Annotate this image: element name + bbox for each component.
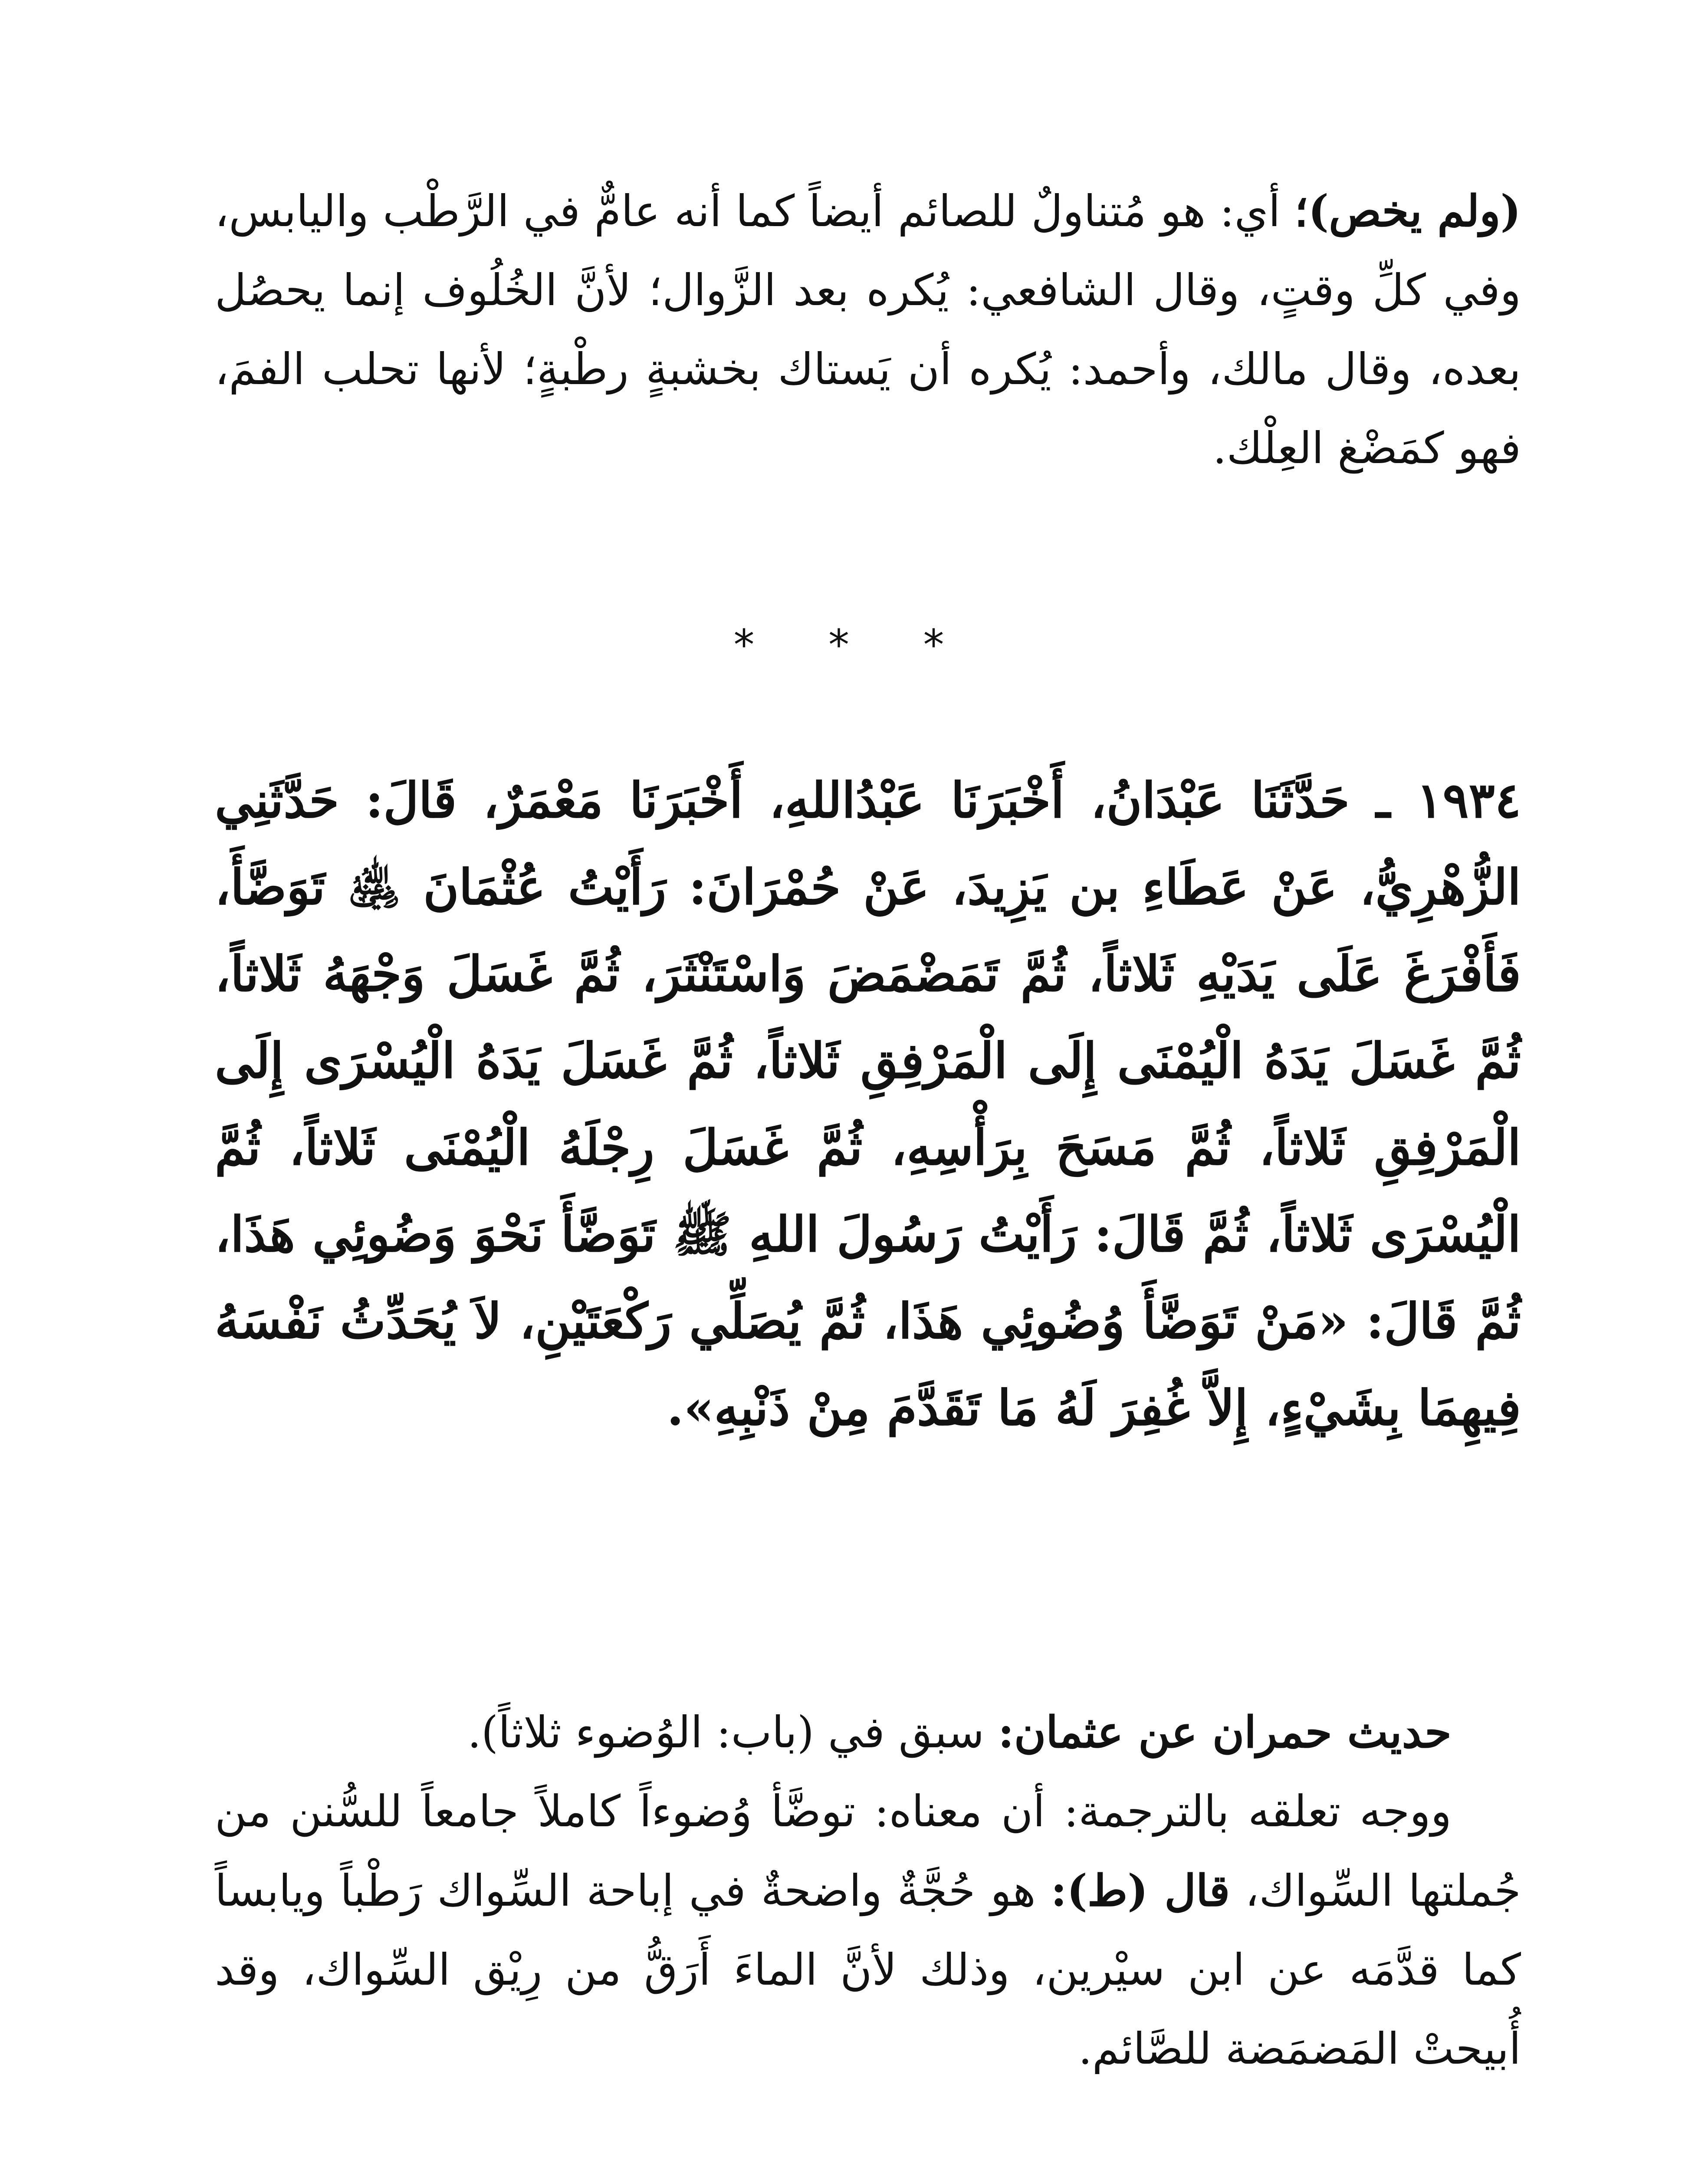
hadith-paragraph: ١٩٣٤ ـ حَدَّثَنَا عَبْدَانُ، أَخْبَرَنَا عَبْدُاللهِ، أَخْبَرَنَا مَعْمَرٌ، قَالَ: حَدَّثَنِي الزُّهْرِيُّ، عَنْ عَطَاءِ بن يَزِيدَ، عَنْ حُمْرَانَ: رَأَيْتُ عُثْمَانَ ﵁ تَوَضَّأَ، فَأَفْرَغَ عَلَى يَدَيْهِ ثَلاثاً، ثُمَّ تَمَضْمَضَ وَاسْتَنْثَرَ، ثُمَّ غَسَلَ وَجْهَهُ ثَلاثاً، ثُمَّ غَسَلَ يَدَهُ الْيُمْنَى إِلَى الْمَرْفِقِ ثَلاثاً، ثُمَّ غَسَلَ يَدَهُ الْيُسْرَى إِلَى الْمَرْفِقِ ثَلاثاً، ثُمَّ مَسَحَ بِرَأْسِهِ، ثُمَّ غَسَلَ رِجْلَهُ الْيُمْنَى ثَلاثاً، ثُمَّ الْيُسْرَى ثَلاثاً، ثُمَّ قَالَ: رَأَيْتُ رَسُولَ اللهِ ﷺ تَوَضَّأَ نَحْوَ وَضُوئِي هَذَا، ثُمَّ قَالَ: «مَنْ تَوَضَّأَ وُضُوئِي هَذَا، ثُمَّ يُصَلِّي رَكْعَتَيْنِ، لاَ يُحَدِّثُ نَفْسَهُ فِيهِمَا بِشَيْءٍ، إِلاَّ غُفِرَ لَهُ مَا تَقَدَّمَ مِنْ ذَنْبِهِ». (215, 772, 1521, 1437)
commentary-heading-line (215, 1693, 1521, 1772)
quoted-phrase: (ولم يخص)؛ (1294, 185, 1521, 237)
commentary-body-start: ووجه تعلقه بالترجمة: أن معناه: توضَّأ وُضوءاً كاملاً جامعاً للسُّنن من جُملتها السِّواك، (215, 1786, 1521, 1916)
commentary-body (215, 1772, 1521, 2088)
commentary-heading: حديث حمران عن عثمان: (998, 1706, 1452, 1758)
commentary-text: أي: هو مُتناولٌ للصائم أيضاً كما أنه عامٌّ في الرَّطْب واليابس، وفي كلِّ وقتٍ، وقال الشافعي: يُكره بعد الزَّوال؛ لأنَّ الخُلُوف إنما يحصُل بعده، وقال مالك، وأحمد: يُكره أن يَستاك بخشبةٍ رطْبةٍ؛ لأنها تحلب الفمَ، فهو كمَضْغ العِلْك. (215, 186, 1521, 473)
commentary-paragraph-bottom (215, 1693, 1521, 2088)
commentary-paragraph-top (215, 171, 1521, 488)
qaal-t-label: قال (ط): (1051, 1865, 1230, 1916)
commentary-body-end: هو حُجَّةٌ واضحةٌ في إباحة السِّواك رَطْباً ويابساً كما قدَّمَه عن ابن سيْرين، وذلك لأنَّ الماءَ أَرَقُّ من رِيْق السِّواك، وقد أُبيحتْ المَضمَضة للصَّائم. (215, 1865, 1521, 2074)
section-separator: * * * (733, 621, 975, 669)
commentary-heading-rest: سبق في (باب: الوُضوء ثلاثاً). (467, 1707, 998, 1758)
